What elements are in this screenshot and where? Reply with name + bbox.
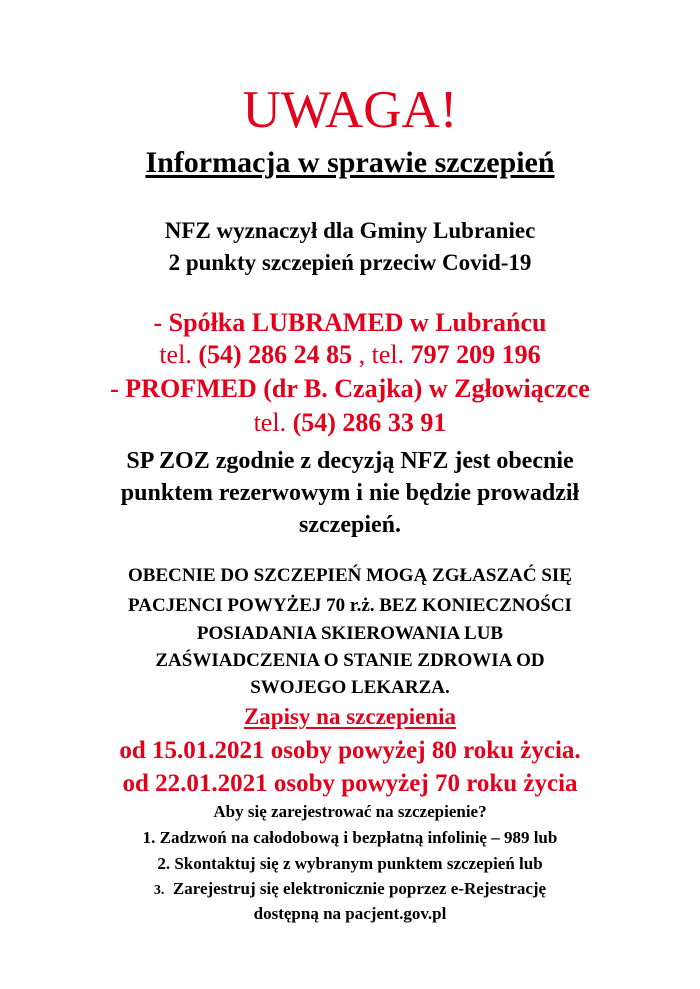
tel-prefix: tel.: [159, 340, 199, 369]
tel-prefix: tel.: [253, 408, 293, 437]
notice-line-1: OBECNIE DO SZCZEPIEŃ MOGĄ ZGŁASZAĆ SIĘ: [128, 565, 572, 586]
registration-date-2: od 22.01.2021 osoby powyżej 70 roku życia: [122, 770, 578, 797]
notice-line-2: PACJENCI POWYŻEJ 70 r.ż. BEZ KONIECZNOŚCI: [128, 595, 572, 616]
phone-number: (54) 286 33 91: [292, 408, 447, 437]
vaccination-point-1-phones: [0, 342, 700, 368]
howto-step-1: 1. Zadzwoń na całodobową i bezpłatną infolinię – 989 lub: [142, 828, 558, 847]
notice-line-5: SWOJEGO LEKARZA.: [250, 677, 450, 698]
howto-question: Aby się zarejestrować na szczepienie?: [213, 802, 487, 821]
vaccination-point-2-name: - PROFMED (dr B. Czajka) w Zgłowiączce: [110, 374, 590, 403]
registration-heading: Zapisy na szczepienia: [243, 704, 457, 729]
notice-line-4: ZAŚWIADCZENIA O STANIE ZDROWIA OD: [155, 650, 545, 671]
vaccination-point-1-name: - Spółka LUBRAMED w Lubrańcu: [153, 308, 547, 337]
tel-separator: , tel.: [352, 340, 411, 369]
registration-date-1: od 15.01.2021 osoby powyżej 80 roku życia.: [119, 737, 581, 764]
spzoz-line-1: SP ZOZ zgodnie z decyzją NFZ jest obecnie: [126, 448, 574, 474]
intro-line-2: 2 punkty szczepień przeciw Covid-19: [168, 250, 532, 275]
step-text: Zarejestruj się elektronicznie poprzez e-Rejestrację: [172, 879, 547, 898]
spzoz-line-2: punktem rezerwowym i nie będzie prowadził: [120, 480, 580, 506]
page-title: Informacja w sprawie szczepień: [145, 146, 555, 179]
intro-line-1: NFZ wyznaczył dla Gminy Lubraniec: [164, 218, 536, 243]
vaccination-point-2-phone: [0, 410, 700, 436]
notice-line-3: POSIADANIA SKIEROWANIA LUB: [196, 623, 504, 644]
howto-step-3-continued: dostępną na pacjent.gov.pl: [253, 904, 447, 923]
howto-step-3: [0, 880, 700, 898]
phone-number: (54) 286 24 85: [198, 340, 353, 369]
phone-number: 797 209 196: [410, 340, 541, 369]
spzoz-line-3: szczepień.: [299, 512, 401, 538]
step-number: 3.: [153, 883, 165, 898]
howto-step-2: 2. Skontaktuj się z wybranym punktem szczepień lub: [157, 854, 543, 873]
headline: UWAGA!: [242, 81, 458, 139]
